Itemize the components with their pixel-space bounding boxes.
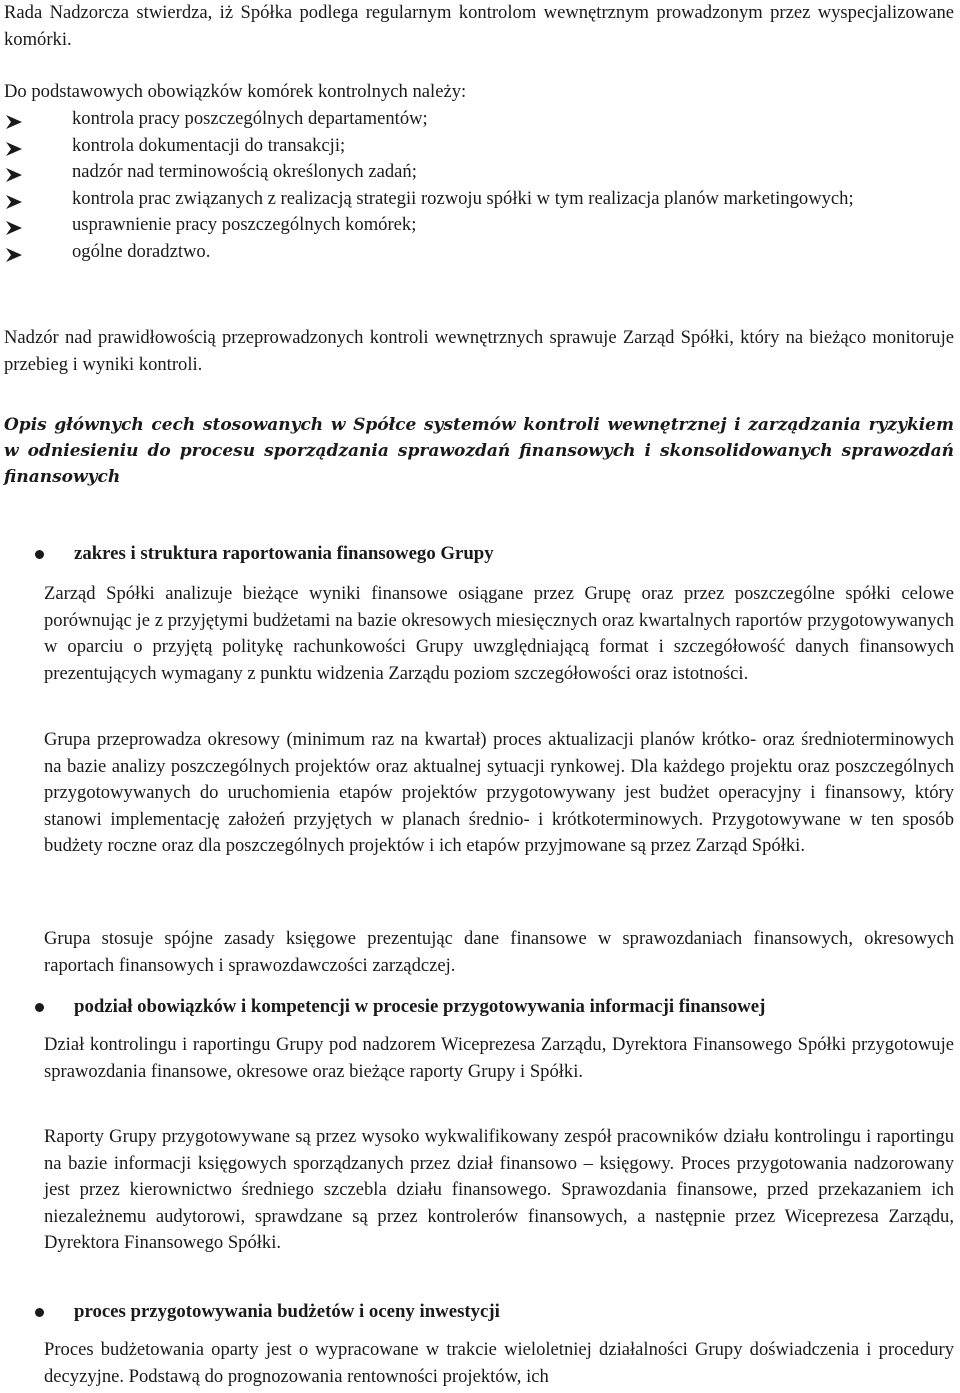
list-item: kontrola pracy poszczególnych departamentów; (0, 106, 956, 133)
list-item: usprawnienie pracy poszczególnych komórek; (0, 212, 956, 239)
bullet-dot-icon (35, 550, 44, 559)
section-title: podział obowiązków i kompetencji w procesie przygotowywania informacji finansowej (0, 994, 956, 1020)
paragraph: Dział kontrolingu i raportingu Grupy pod nadzorem Wiceprezesa Zarządu, Dyrektora Finansowego Spółki przygotowuje sprawozdania finansowe, okresowe oraz bieżące raporty Grupy i Spółki. (44, 1034, 954, 1082)
paragraph: Grupa przeprowadza okresowy (minimum raz na kwartał) proces aktualizacji planów krótko- oraz średnioterminowych na bazie analizy poszczególnych projektów oraz aktualnej sytuacji rynkowej. Dla każdego projektu oraz poszczególnych przygotowywanych do uruchomienia etapów projektów przygotowywany jest budżet operacyjny i finansowy, który stanowi implementację założeń przyjętych w planach średnio- i krótkoterminowych. Przygotowywane w ten sposób budżety roczne oraz dla poszczególnych projektów i ich etapów przyjmowane są przez Zarząd Spółki. (44, 729, 954, 856)
supervision-paragraph: Nadzór nad prawidłowością przeprowadzonych kontroli wewnętrznych sprawuje Zarząd Spółki, który na bieżąco monitoruje przebieg i wyniki kontroli. (4, 327, 954, 375)
section-title: zakres i struktura raportowania finansowego Grupy (0, 541, 956, 567)
list-item: kontrola prac związanych z realizacją strategii rozwoju spółki w tym realizacja planów marketingowych; (0, 186, 956, 213)
bullet-dot-icon (35, 1003, 44, 1012)
section-reporting-scope (0, 541, 956, 567)
list-item: nadzór nad terminowością określonych zadań; (0, 159, 956, 186)
duties-lead: Do podstawowych obowiązków komórek kontrolnych należy: (4, 81, 467, 102)
section-heading: Opis głównych cech stosowanych w Spółce systemów kontroli wewnętrznej i zarządzania ryzykiem w odniesieniu do procesu sporządzania sprawozdań finansowych i skonsolidowanych sprawozdań finansowych (4, 415, 954, 487)
paragraph: Grupa stosuje spójne zasady księgowe prezentując dane finansowe w sprawozdaniach finansowych, okresowych raportach finansowych i sprawozdawczości zarządczej. (44, 928, 954, 976)
arrow-check-icon (6, 244, 22, 271)
paragraph: Raporty Grupy przygotowywane są przez wysoko wykwalifikowany zespół pracowników działu kontrolingu i raportingu na bazie informacji księgowych sporządzanych przez dział finansowo – księgowy. Proces przygotowania nadzorowany jest przez kierownictwo średniego szczebla działu finansowego. Sprawozdania finansowe, przed przekazaniem ich niezależnemu audytorowi, sprawdzane są przez kontrolerów finansowych, a następnie przez Wiceprezesa Zarządu, Dyrektora Finansowego Spółki. (44, 1126, 954, 1253)
section-duties-division (0, 994, 956, 1020)
list-item: kontrola dokumentacji do transakcji; (0, 133, 956, 160)
section-budget-process (0, 1299, 956, 1325)
paragraph: Proces budżetowania oparty jest o wypracowane w trakcie wieloletniej działalności Grupy doświadczenia i procedury decyzyjne. Podstawą do prognozowania rentowności projektów, ich (44, 1339, 954, 1387)
section-title: proces przygotowywania budżetów i oceny inwestycji (0, 1299, 956, 1325)
paragraph: Zarząd Spółki analizuje bieżące wyniki finansowe osiągane przez Grupę oraz przez poszczególne spółki celowe porównując je z przyjętymi budżetami na bazie okresowych miesięcznych oraz kwartalnych raportów przygotowywanych w oparciu o przyjętą politykę rachunkowości Grupy uwzględniającą format i szczegółowość danych finansowych prezentujących wymagany z punktu widzenia Zarządu poziom szczegółowości oraz istotności. (44, 583, 954, 684)
bullet-dot-icon (35, 1308, 44, 1317)
list-item: ogólne doradztwo. (0, 239, 956, 266)
duties-list (0, 106, 956, 265)
intro-paragraph: Rada Nadzorcza stwierdza, iż Spółka podlega regularnym kontrolom wewnętrznym prowadzonym przez wyspecjalizowane komórki. (4, 2, 954, 50)
